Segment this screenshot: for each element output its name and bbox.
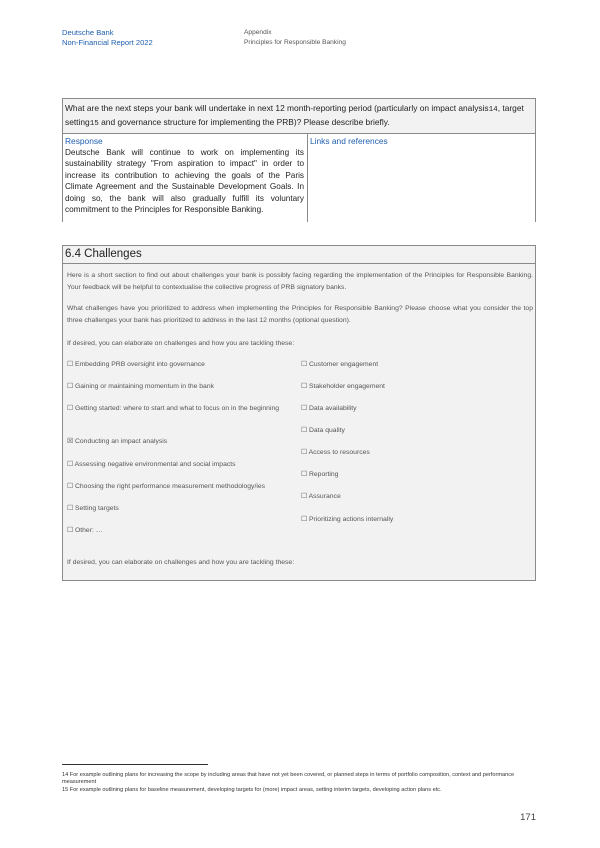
checkbox-prioritizing-actions[interactable]: ☐ Prioritizing actions internally: [301, 516, 394, 523]
checkbox-data-availability[interactable]: ☐ Data availability: [301, 405, 357, 412]
footnote-divider: [62, 764, 208, 765]
checkbox-impact-analysis[interactable]: ☒ Conducting an impact analysis: [67, 438, 168, 445]
challenges-intro: Here is a short section to find out about challenges your bank is possibly facing regarding the implementation of the Principles for Responsible Banking. Your feedback will be helpful to contextualise the collective progress of PRB signatory banks.: [67, 272, 533, 291]
checkbox-assurance[interactable]: ☐ Assurance: [301, 493, 341, 500]
report-header: [62, 28, 153, 48]
subsection-name: Principles for Responsible Banking: [244, 39, 346, 46]
title-divider: [63, 263, 535, 264]
links-label: Links and references: [310, 136, 388, 146]
report-name: Non-Financial Report 2022: [62, 38, 153, 47]
next-steps-question: What are the next steps your bank will undertake in next 12 month-reporting period (particularly on impact analysis14, target setting15 and governance structure for implementing the PRB)? Please describe briefly.: [65, 103, 524, 128]
checkbox-customer-engagement[interactable]: ☐ Customer engagement: [301, 361, 379, 368]
footnote-15: 15 For example outlining plans for baseline measurement, developing targets for (more) impact areas, setting interim targets, developing action plans etc.: [62, 787, 442, 793]
company-name: Deutsche Bank: [62, 28, 114, 37]
checkbox-data-quality[interactable]: ☐ Data quality: [301, 427, 345, 434]
checkbox-negative-impacts[interactable]: ☐ Assessing negative environmental and social impacts: [67, 461, 236, 468]
checkbox-reporting[interactable]: ☐ Reporting: [301, 471, 339, 478]
page-number: 171: [520, 812, 536, 823]
response-cell: [63, 134, 308, 222]
footnote-ref-15[interactable]: 15: [89, 120, 99, 128]
footnote-14: 14 For example outlining plans for increasing the scope by including areas that have not yet been covered, or planned steps in terms of portfolio composition, context and performance measurement: [62, 772, 515, 785]
links-cell: [308, 134, 535, 222]
challenges-section: [62, 245, 536, 581]
next-steps-table: [62, 98, 536, 222]
checkbox-getting-started[interactable]: ☐ Getting started: where to start and what to focus on in the beginning: [67, 405, 280, 412]
checkbox-embedding-prb[interactable]: ☐ Embedding PRB oversight into governance: [67, 361, 205, 368]
response-row: [63, 133, 535, 222]
checkbox-setting-targets[interactable]: ☐ Setting targets: [67, 505, 119, 512]
checkbox-other[interactable]: ☐ Other: …: [67, 527, 103, 534]
checkbox-performance-methodology[interactable]: ☐ Choosing the right performance measurement methodology/ies: [67, 483, 266, 490]
elaborate-prompt-2: If desired, you can elaborate on challenges and how you are tackling these:: [67, 559, 295, 566]
checkbox-access-resources[interactable]: ☐ Access to resources: [301, 449, 370, 456]
elaborate-prompt: If desired, you can elaborate on challenges and how you are tackling these:: [67, 340, 295, 347]
footnote-ref-14[interactable]: 14: [488, 106, 498, 114]
checkbox-gaining-momentum[interactable]: ☐ Gaining or maintaining momentum in the bank: [67, 383, 215, 390]
response-text: Deutsche Bank will continue to work on implementing its sustainability strategy "From aspiration to impact" in order to increase its contribution to achieving the goals of the Paris Climate Agreement and the Sustainable Development Goals. In doing so, the bank will also gradually fulfill its voluntary commitment to the Principles for Responsible Banking.: [65, 148, 304, 215]
section-name: Appendix: [244, 29, 272, 36]
response-label: Response: [65, 136, 103, 146]
challenges-question: What challenges have you prioritized to address when implementing the Principles for Responsible Banking? Please choose what you consider the top three challenges your bank has prioritized to address in the last 12 months (optional question).: [67, 305, 533, 324]
checkbox-stakeholder-engagement[interactable]: ☐ Stakeholder engagement: [301, 383, 385, 390]
challenges-title: 6.4 Challenges: [65, 248, 142, 260]
section-header: [244, 28, 346, 48]
